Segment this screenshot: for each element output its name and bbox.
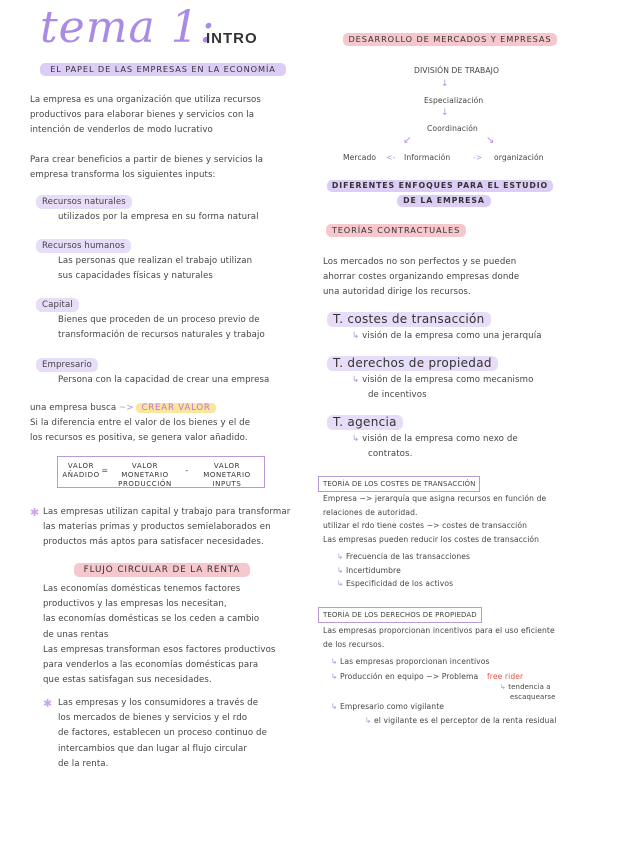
text-line: sus capacidades físicas y naturales [58, 271, 213, 282]
text-line: Las personas que realizan el trabajo utilizan [58, 256, 253, 266]
formula-mid [110, 462, 180, 489]
input-label-empresario: Empresario [36, 358, 98, 372]
arrow-down-left-icon: ↙ [403, 135, 412, 146]
text-line: transformación de recursos naturales y trabajo [58, 330, 265, 341]
diagram-node-organizacion: organización [494, 153, 544, 162]
text-line: Para crear beneficios a partir de bienes y servicios la [30, 155, 264, 165]
crear-valor-prefix: una empresa busca [30, 403, 117, 413]
text-line: visión de la empresa como nexo de [362, 434, 518, 444]
arrow-down-icon: ↓ [441, 108, 449, 118]
text-line: de factores, establecen un proceso continuo de [58, 728, 267, 739]
text-line: el vigilante es el perceptor de la renta residual [373, 716, 557, 725]
formula-lhs-1: VALOR [67, 462, 95, 470]
branch-arrow-icon: ↳ [365, 716, 372, 725]
text-line: Si la diferencia entre el valor de los bienes y el de [30, 418, 251, 428]
input-desc-recursos-humanos [58, 254, 252, 284]
teoria-derechos-desc [352, 373, 533, 403]
formula-rhs-2: INPUTS [212, 480, 242, 488]
arrow-right-icon: -> [473, 153, 483, 162]
paragraph-inputs [30, 153, 263, 183]
page-subtitle: INTRO [206, 30, 258, 47]
section-title-flujo [74, 563, 250, 577]
branch-arrow-icon: ↳ [331, 672, 338, 681]
paragraph-empresa [30, 93, 261, 139]
formula-rhs [192, 462, 262, 489]
branch-arrow-icon: ↳ [331, 657, 338, 666]
text-line: Las empresas proporcionan incentivos [339, 657, 490, 666]
section-title-enfoques-2 [397, 195, 491, 207]
branch-arrow-icon: ↳ [352, 375, 360, 385]
text-line: los mercados de bienes y servicios y el rdo [58, 713, 248, 724]
text-line: para venderlos a las economías domésticas para [43, 660, 259, 671]
input-desc-recursos-naturales [58, 210, 259, 225]
text-line: Producción en equipo ~> Problema [339, 672, 479, 681]
diagram-node-mercado: Mercado [343, 153, 377, 162]
text-line: Las economías domésticas tenemos factores [43, 584, 241, 594]
text-line: los recursos es positiva, se genera valor añadido. [30, 433, 248, 444]
teoria-derechos-heading: T. derechos de propiedad [327, 356, 498, 371]
branch-arrow-icon: ↳ [337, 552, 344, 561]
text-line: Especificidad de los activos [345, 579, 454, 588]
box-costes-lines [323, 492, 546, 546]
branch-arrow-icon: ↳ [337, 565, 344, 575]
teoria-agencia-desc [352, 432, 518, 462]
text-line: Incertidumbre [345, 565, 401, 575]
text-line: productivos para elaborar bienes y servicios con la [30, 110, 255, 121]
text-line: de los recursos. [323, 639, 385, 649]
text-line: de incentivos [368, 390, 427, 401]
formula-box [57, 456, 265, 488]
box-title-derechos: TEORÍA DE LOS DERECHOS DE PROPIEDAD [318, 607, 482, 623]
free-rider-label: free rider [487, 672, 524, 681]
text-line: utilizados por la empresa en su forma natural [58, 212, 259, 222]
text-line: de unas rentas [43, 629, 109, 640]
input-label-recursos-naturales: Recursos naturales [36, 195, 132, 209]
section-title-enfoques-text-2: DE LA EMPRESA [403, 196, 485, 205]
teorias-paragraph [323, 255, 519, 301]
text-line: Frecuencia de las transacciones [345, 552, 471, 561]
text-line: relaciones de autoridad. [323, 507, 418, 517]
box-derechos-sub3 [331, 700, 444, 714]
branch-arrow-icon: ↳ [352, 434, 360, 444]
input-label-recursos-humanos: Recursos humanos [36, 239, 131, 253]
star-icon: ✱ [30, 506, 40, 519]
crear-valor-highlight: CREAR VALOR [136, 403, 215, 413]
text-line: La empresa es una organización que utiliza recursos [30, 95, 261, 105]
box-derechos-sub2 [331, 670, 478, 684]
section-title-desarrollo [343, 33, 557, 46]
teoria-agencia-heading: T. agencia [327, 415, 403, 430]
flujo-star-note [58, 696, 267, 772]
branch-arrow-icon: ↳ [337, 579, 344, 588]
text-line: intención de venderlos de modo lucrativo [30, 125, 213, 136]
text-line: utilizar el rdo tiene costes ~> costes de transacción [323, 521, 528, 530]
text-line: Las empresas y los consumidores a través de [58, 698, 259, 708]
formula-lhs [62, 462, 100, 480]
text-line: Empresa ~> jerarquía que asigna recursos en función de [323, 494, 547, 503]
crear-valor-line [30, 401, 216, 416]
section-title-flujo-text: FLUJO CIRCULAR DE LA RENTA [83, 565, 241, 575]
section-title-enfoques-text: DIFERENTES ENFOQUES PARA EL ESTUDIO [331, 181, 549, 190]
teoria-costes-heading: T. costes de transacción [327, 312, 491, 327]
text-line: empresa transforma los siguientes inputs: [30, 170, 216, 181]
arrow-down-right-icon: ↘ [486, 135, 495, 146]
text-line: visión de la empresa como una jerarquía [362, 331, 542, 341]
text-line: Persona con la capacidad de crear una empresa [58, 375, 270, 385]
text-line: Bienes que proceden de un proceso previo de [58, 315, 260, 325]
text-line: Las empresas utilizan capital y trabajo para transformar [43, 507, 291, 517]
section-title-papel-text: EL PAPEL DE LAS EMPRESAS EN LA ECONOMÍA [50, 64, 276, 74]
formula-minus: - [185, 466, 189, 475]
text-line: las economías domésticas se los ceden a cambio [43, 614, 260, 625]
free-rider-note [500, 682, 556, 702]
crear-valor-desc [30, 416, 250, 446]
branch-arrow-icon: ↳ [500, 683, 506, 691]
text-line: Las empresas proporcionan incentivos para el uso eficiente [323, 626, 555, 635]
section-title-papel [40, 63, 286, 76]
text-line: productos más aptos para satisfacer necesidades. [43, 537, 264, 548]
formula-mid-2: PRODUCCIÓN [118, 480, 172, 488]
box-costes-sub [337, 550, 470, 591]
text-line: Las empresas pueden reducir los costes de transacción [323, 534, 540, 544]
text-line: Las empresas transforman esos factores productivos [43, 644, 276, 655]
section-title-teorias-text: TEORÍAS CONTRACTUALES [331, 225, 461, 235]
input-desc-capital [58, 313, 265, 343]
text-line: escaquearse [510, 693, 556, 701]
diagram-node-especializacion: Especialización [424, 96, 484, 105]
input-label-capital: Capital [36, 298, 79, 312]
text-line: productivos y las empresas los necesitan, [43, 599, 227, 610]
formula-lhs-2: AÑADIDO [62, 471, 100, 479]
text-line: tendencia a [508, 683, 551, 691]
arrow-left-icon: <- [386, 153, 396, 162]
text-line: de la renta. [58, 758, 109, 769]
page-title: tema 1: [40, 2, 216, 53]
section-title-enfoques [327, 180, 553, 192]
squiggle-arrow-icon: ~> [119, 403, 134, 413]
text-line: las materias primas y productos semielaborados en [43, 522, 271, 533]
text-line: Los mercados no son perfectos y se pueden [323, 257, 517, 267]
box-derechos-sub4 [365, 714, 556, 728]
flujo-paragraph [43, 582, 276, 688]
input-desc-empresario [58, 373, 269, 388]
formula-rhs-1: VALOR MONETARIO [203, 462, 251, 479]
diagram-node-informacion: Información [404, 153, 451, 162]
text-line: ahorrar costes organizando empresas donde [323, 272, 520, 283]
section-title-desarrollo-text: DESARROLLO DE MERCADOS Y EMPRESAS [348, 34, 552, 44]
text-line: contratos. [368, 449, 413, 460]
branch-arrow-icon: ↳ [331, 702, 338, 711]
diagram-node-coordinacion: Coordinación [427, 124, 478, 133]
text-line: Empresario como vigilante [339, 702, 445, 711]
formula-equals: = [101, 466, 109, 475]
text-line: una autoridad dirige los recursos. [323, 287, 471, 298]
box-derechos-sub1 [331, 655, 490, 669]
text-line: intercambios que dan lugar al flujo circular [58, 743, 247, 754]
branch-arrow-icon: ↳ [352, 331, 360, 341]
text-line: visión de la empresa como mecanismo [362, 375, 534, 385]
section-title-teorias [326, 224, 466, 237]
formula-mid-1: VALOR MONETARIO [121, 462, 169, 479]
teoria-costes-desc [352, 329, 542, 344]
box-title-costes: TEORÍA DE LOS COSTES DE TRANSACCIÓN [318, 476, 480, 492]
text-line: que estas satisfagan sus necesidades. [43, 675, 212, 686]
star-note [43, 505, 290, 551]
star-icon: ✱ [43, 697, 53, 710]
diagram-node-division: DIVISIÓN DE TRABAJO [414, 66, 500, 75]
box-derechos-lines [323, 624, 555, 651]
arrow-down-icon: ↓ [441, 79, 449, 89]
